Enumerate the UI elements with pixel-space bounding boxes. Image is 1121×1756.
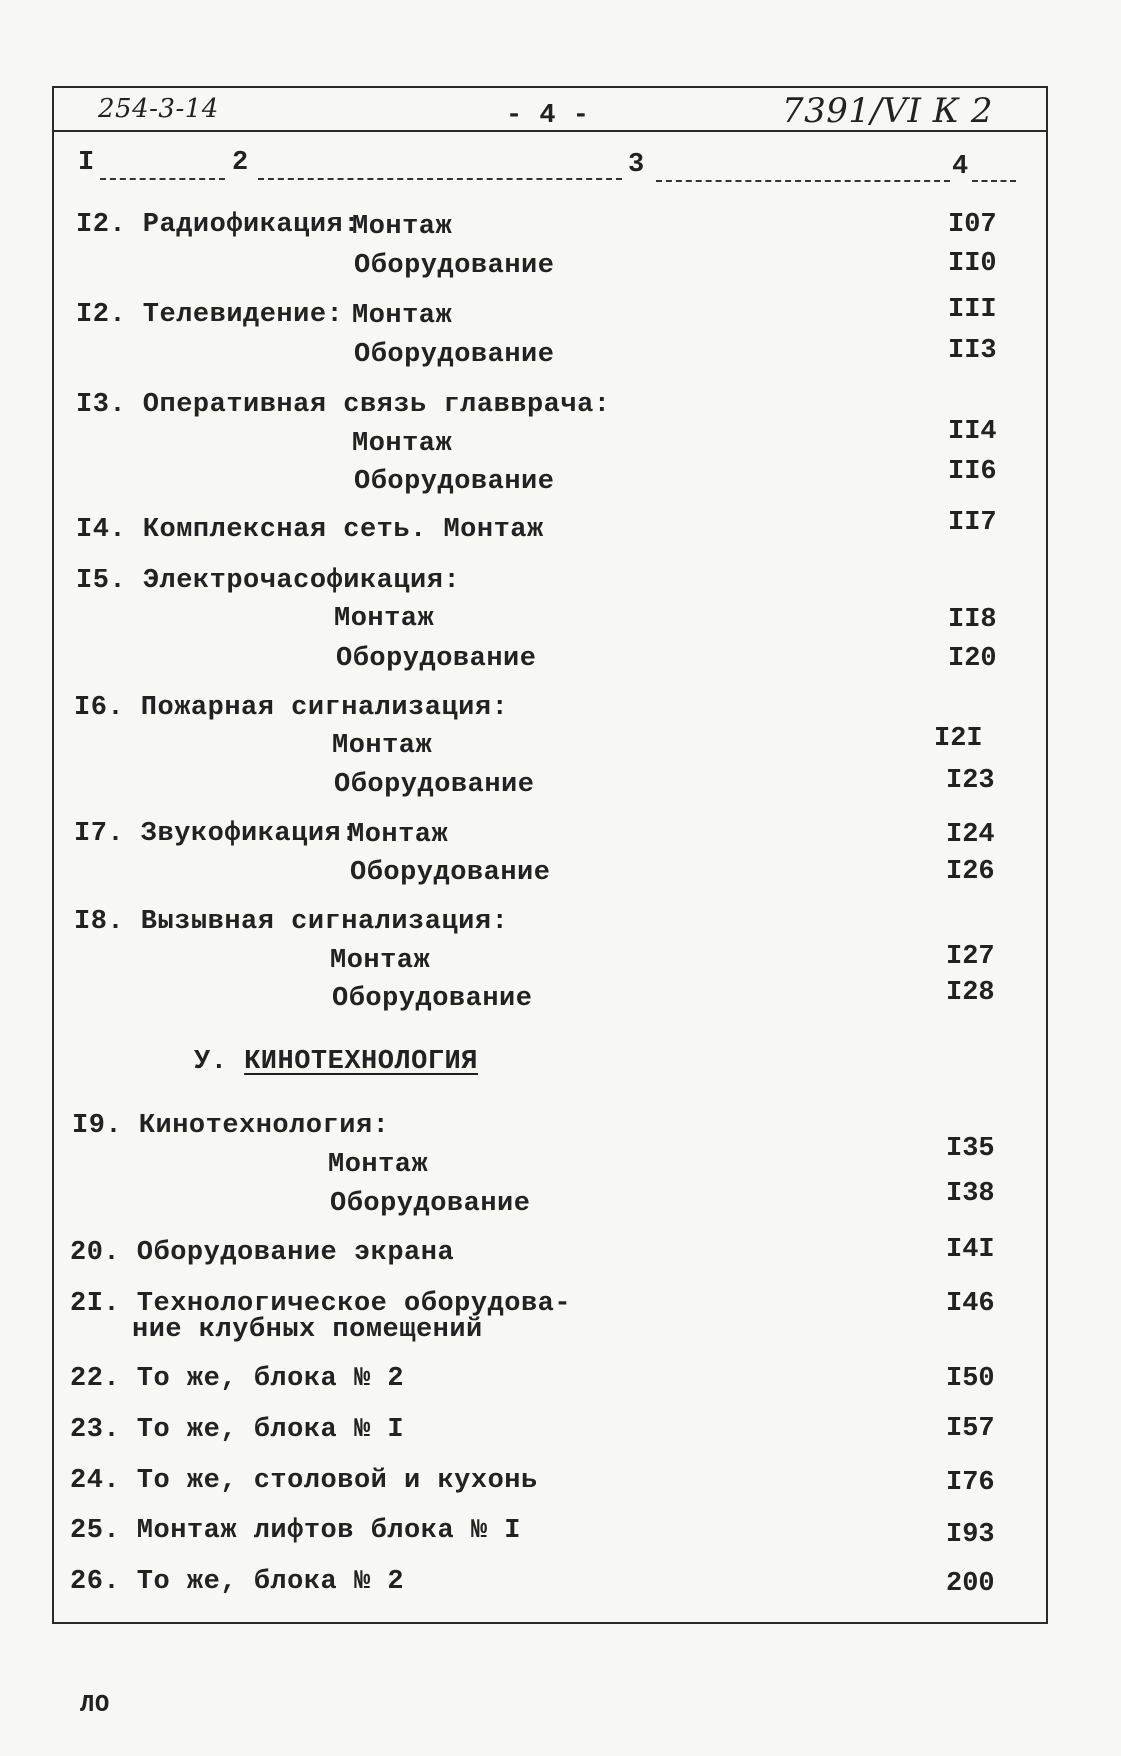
entry-title-continued: ние клубных помещений: [132, 1315, 483, 1345]
entry-line: Монтаж: [330, 946, 431, 976]
entry-page: II4: [948, 417, 997, 447]
entry-page: I07: [948, 210, 997, 240]
entry-line: Оборудование: [334, 770, 535, 800]
entry-title: I6. Пожарная сигнализация:: [74, 693, 509, 723]
entry-page: I93: [946, 1520, 995, 1550]
entry-title: I8. Вызывная сигнализация:: [74, 907, 509, 937]
entry-title: 25. Монтаж лифтов блока № I: [70, 1516, 521, 1546]
entry-page: II3: [948, 336, 997, 366]
section-heading: [194, 1049, 478, 1076]
entry-title: 24. То же, столовой и кухонь: [70, 1466, 538, 1496]
entry-page: I4I: [946, 1235, 995, 1265]
header-dash: [656, 180, 950, 182]
entry-line: Монтаж: [352, 429, 453, 459]
column-4-header: 4: [952, 152, 969, 182]
entry-line: Монтаж: [328, 1150, 429, 1180]
entry-page: I24: [946, 820, 995, 850]
column-2-header: 2: [232, 148, 249, 178]
entry-page: I50: [946, 1364, 995, 1394]
entry-page: I20: [948, 644, 997, 674]
entry-title: 22. То же, блока № 2: [70, 1364, 405, 1394]
column-1-header: I: [78, 148, 95, 178]
entry-title: I2. Телевидение:: [76, 300, 344, 330]
entry-page: 200: [946, 1569, 995, 1599]
entry-line: Монтаж: [332, 731, 433, 761]
entry-title: 26. То же, блока № 2: [70, 1567, 405, 1597]
entry-page: III: [948, 295, 997, 325]
section-title: КИНОТЕХНОЛОГИЯ: [244, 1047, 478, 1077]
entry-line: Монтаж: [334, 604, 435, 634]
entry-line: Монтаж: [348, 820, 449, 850]
entry-page: I26: [946, 857, 995, 887]
entry-page: I2I: [934, 724, 983, 754]
entry-title: I7. Звукофикация:: [74, 819, 358, 849]
header-dash: [100, 178, 225, 180]
entry-page: I28: [946, 978, 995, 1008]
sheet-mark: ЛО: [80, 1692, 110, 1719]
entry-title: I2. Радиофикация:: [76, 210, 360, 240]
entry-line: Монтаж: [352, 212, 453, 242]
entry-title: I5. Электрочасофикация:: [76, 566, 461, 596]
entry-page: I76: [946, 1468, 995, 1498]
column-3-header: 3: [628, 150, 645, 180]
entry-line: Оборудование: [354, 340, 555, 370]
entry-title: 2I. Технологическое оборудова-: [70, 1289, 572, 1319]
entry-page: II0: [948, 249, 997, 279]
entry-page: I23: [946, 766, 995, 796]
entry-page: II7: [948, 508, 997, 538]
entry-title: I3. Оперативная связь главврача:: [76, 390, 611, 420]
entry-page: I35: [946, 1134, 995, 1164]
album-code: 7391/VI К 2: [782, 91, 994, 131]
entry-line: Оборудование: [350, 858, 551, 888]
entry-title: I9. Кинотехнология:: [72, 1111, 390, 1141]
entry-title: I4. Комплексная сеть. Монтаж: [76, 515, 544, 545]
entry-page: II6: [948, 457, 997, 487]
entry-page: I38: [946, 1179, 995, 1209]
entry-title: 23. То же, блока № I: [70, 1415, 405, 1445]
entry-line: Оборудование: [330, 1189, 531, 1219]
entry-line: Оборудование: [354, 251, 555, 281]
page-number: - 4 -: [506, 101, 590, 131]
entry-page: I27: [946, 942, 995, 972]
header-dash: [258, 178, 622, 180]
entry-page: II8: [948, 605, 997, 635]
entry-line: Оборудование: [336, 644, 537, 674]
entry-title: 20. Оборудование экрана: [70, 1238, 455, 1268]
entry-line: Оборудование: [354, 467, 555, 497]
section-prefix: У.: [194, 1047, 228, 1077]
entry-page: I57: [946, 1414, 995, 1444]
entry-line: Монтаж: [352, 301, 453, 331]
entry-page: I46: [946, 1289, 995, 1319]
entry-line: Оборудование: [332, 984, 533, 1014]
header-dash: [972, 180, 1016, 182]
doc-code: 254-3-14: [98, 94, 219, 124]
